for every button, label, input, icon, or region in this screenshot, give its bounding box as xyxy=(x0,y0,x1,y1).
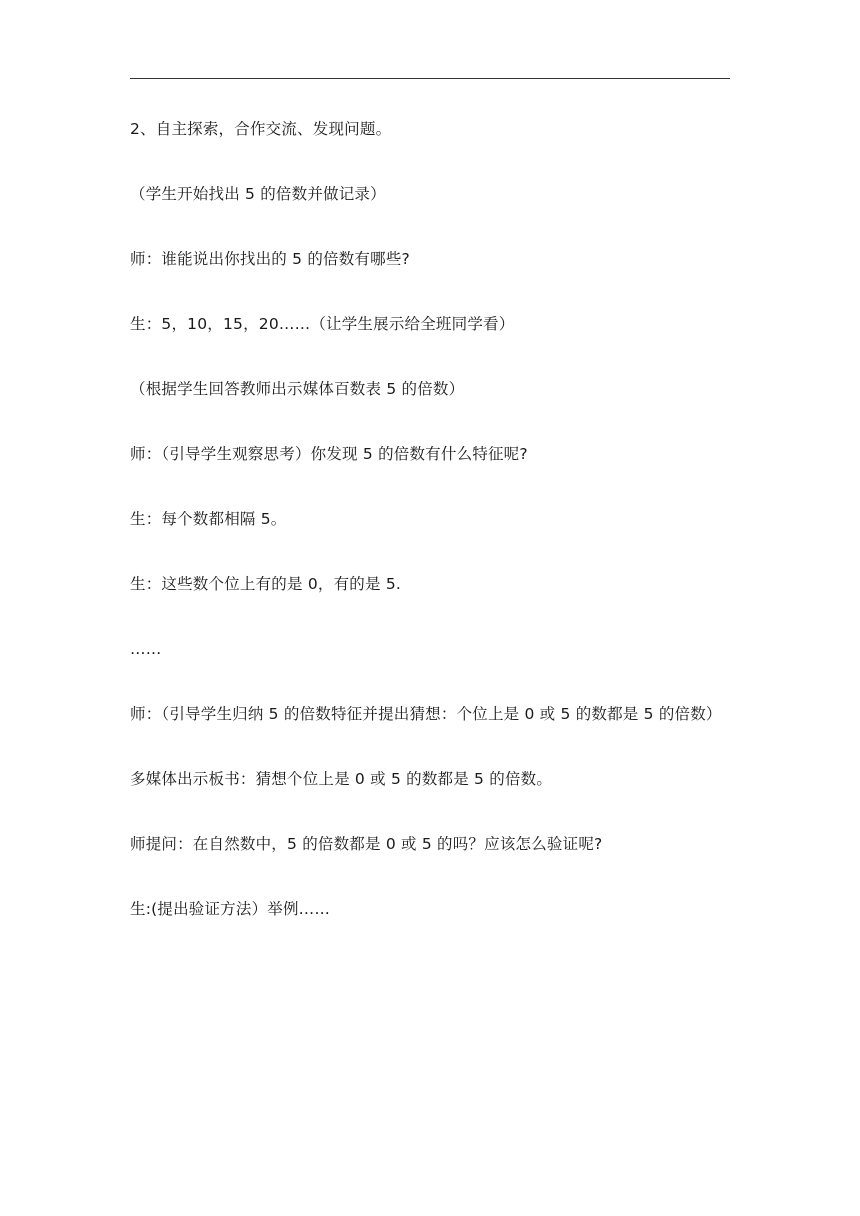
section-heading: 2、自主探索，合作交流、发现问题。 xyxy=(130,120,392,138)
stage-direction: （根据学生回答教师出示媒体百数表 5 的倍数） xyxy=(130,380,465,398)
student-line: 生：5，10，15，20……（让学生展示给全班同学看） xyxy=(130,315,515,333)
header-divider xyxy=(130,78,730,79)
teacher-question: 师提问：在自然数中，5 的倍数都是 0 或 5 的吗？应该怎么验证呢? xyxy=(130,835,603,853)
ellipsis-line: …… xyxy=(130,640,162,658)
board-note: 多媒体出示板书：猜想个位上是 0 或 5 的数都是 5 的倍数。 xyxy=(130,770,553,788)
teacher-line: 师：（引导学生观察思考）你发现 5 的倍数有什么特征呢? xyxy=(130,445,528,463)
student-line: 生：每个数都相隔 5。 xyxy=(130,510,287,528)
teacher-line: 师：谁能说出你找出的 5 的倍数有哪些? xyxy=(130,250,410,268)
student-line: 生：这些数个位上有的是 0，有的是 5. xyxy=(130,575,402,593)
stage-direction: （学生开始找出 5 的倍数并做记录） xyxy=(130,185,386,203)
teacher-line: 师：（引导学生归纳 5 的倍数特征并提出猜想：个位上是 0 或 5 的数都是 5 的倍数） xyxy=(130,705,722,723)
document-body xyxy=(130,110,730,955)
student-line: 生:(提出验证方法）举例…… xyxy=(130,900,331,918)
